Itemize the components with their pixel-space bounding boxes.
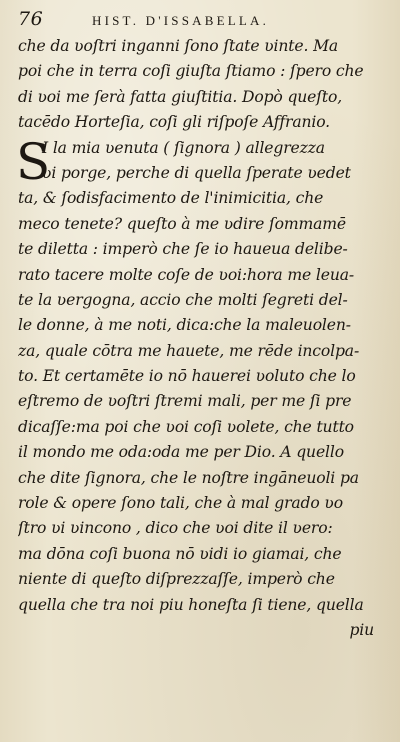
text-line: meco tenete? queſto à me ʋdire ſommamē (18, 214, 346, 233)
text-line: I la mia ʋenuta ( ſignora ) allegrezza (42, 138, 325, 157)
text-line: il mondo me oda:oda me per Dio. A quello (18, 443, 344, 462)
text-line: te diletta : imperò che ſe io haueua delibe- (18, 240, 348, 259)
text-line: dicaſſe:ma poi che ʋoi coſi ʋolete, che tutto (18, 417, 354, 436)
text-line: che da ʋoſtri inganni ſono ſtate ʋinte. Ma (18, 37, 339, 55)
text-line: to. Et certamēte io nō hauerei ʋoluto che lo (18, 367, 356, 386)
drop-cap: S (16, 132, 51, 191)
text-line: te la ʋergogna, accio che molti ſegreti del- (18, 290, 348, 309)
text-line: role & opere ſono tali, che à mal grado ʋo (18, 494, 343, 513)
text-line: ʋi porge, perche di quella ſperate ʋedet (42, 163, 351, 182)
text-line: le donne, à me noti, dica:che la maleuolen- (18, 316, 351, 335)
text-line: ta, & ſodisfacimento de l'inimicitia, che (18, 189, 324, 208)
body-text (18, 34, 382, 643)
text-line: ſtro ʋi ʋincono , dico che ʋoi dite il ʋero: (18, 519, 333, 538)
paragraph-opening (16, 132, 382, 191)
text-line: ma dōna coſi buona nō ʋidi io giamai, che (18, 544, 342, 563)
catchword: piu (349, 620, 374, 639)
text-line: niente di queſto diſprezzaſſe, imperò che (18, 570, 335, 589)
page-header (18, 8, 376, 30)
text-line: za, quale cōtra me hauete, me rēde incolpa- (18, 341, 360, 360)
text-line: che dite ſignora, che le noſtre ingāneuoli pa (18, 468, 359, 487)
text-line: di ʋoi me ſerà fatta giuſtitia. Dopò queſto, (18, 87, 343, 106)
running-head: HIST. D'ISSABELLA. (92, 13, 270, 28)
text-line: tacēdo Horteſia, coſi gli riſpoſe Affranio. (18, 113, 330, 132)
text-line: poi che in terra coſi giuſta ſtiamo : ſpero che (18, 62, 364, 81)
text-line: quella che tra noi piu honeſta ſi tiene, quella (18, 595, 364, 614)
text-line: rato tacere molte coſe de ʋoi:hora me leua- (18, 265, 354, 284)
text-line: eſtremo de ʋoſtri ſtremi mali, per me ſi pre (18, 392, 352, 411)
page-number: 76 (18, 8, 44, 30)
